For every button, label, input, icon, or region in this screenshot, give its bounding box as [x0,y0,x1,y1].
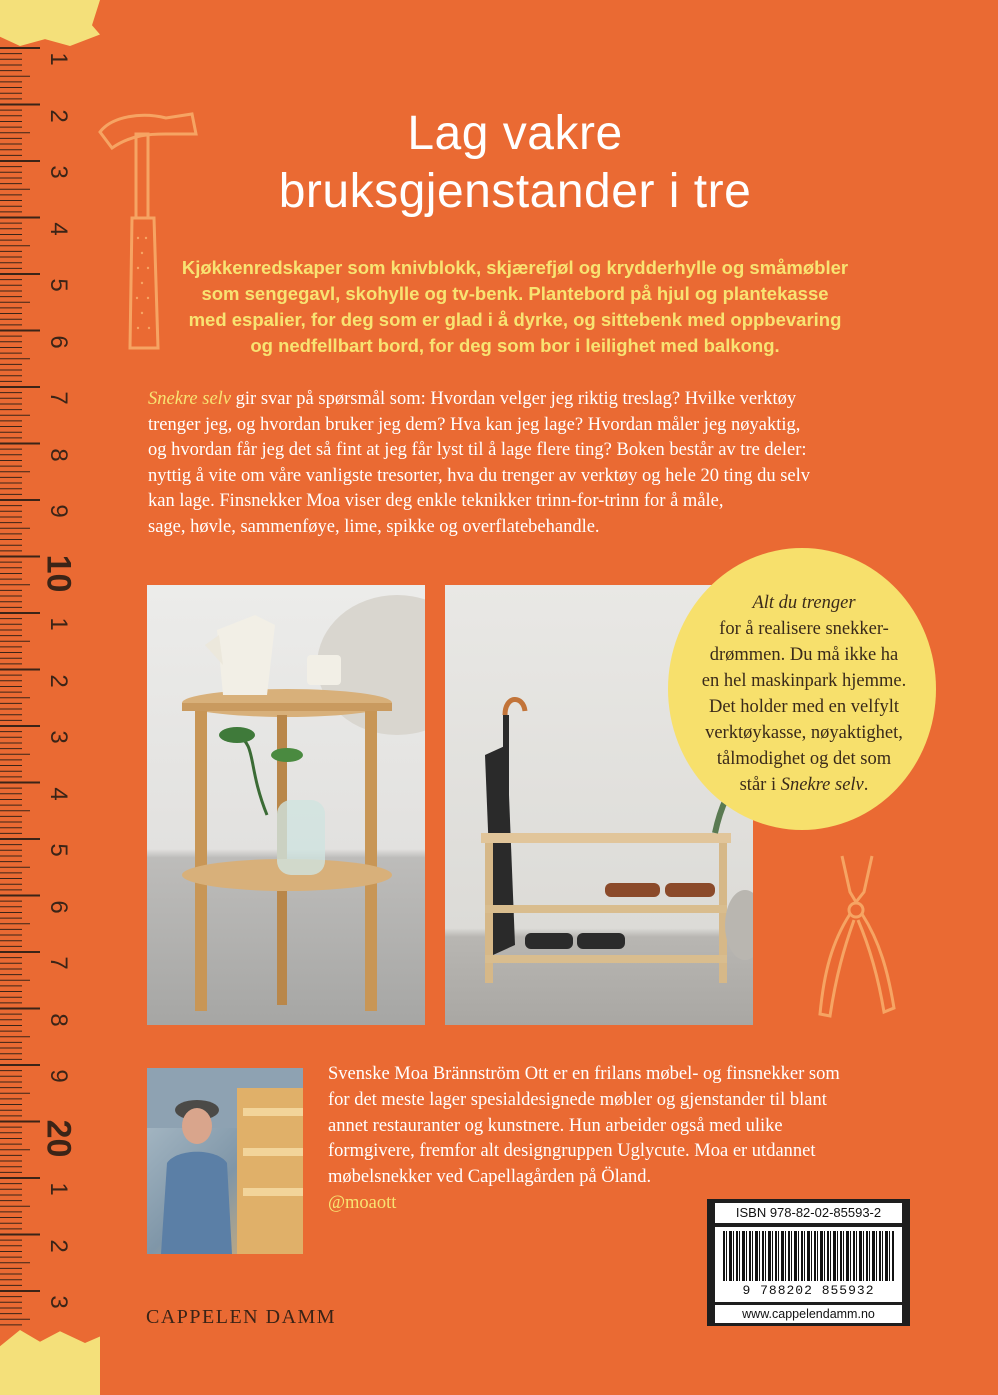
bio-line-4: formgivere, fremfor alt designgruppen Uglycute. Moa er utdannet [328,1141,816,1162]
badge-book-title: Snekre selv [780,775,864,795]
ruler-label: 2 [45,673,72,688]
author-photo [147,1068,303,1254]
barcode-block [707,1199,910,1326]
badge-text [690,590,918,798]
intro-line-1: Kjøkkenredskaper som knivblokk, skjærefjøl og krydderhylle og småmøbler [181,257,849,278]
description-paragraph [148,387,878,541]
barcode-bars [723,1231,895,1281]
body-line-2: trenger jeg, og hvordan bruker jeg dem? Hva kan jeg lage? Hvordan måler jeg nøyaktig, [148,414,801,435]
ruler-label: 6 [45,899,72,914]
isbn-label: ISBN 978-82-02-85593-2 [715,1203,902,1223]
badge-line-8 [690,772,918,798]
badge-last-prefix: står i [739,775,781,795]
ruler-label: 2 [45,1238,72,1253]
barcode-digits: 9 788202 855932 [742,1283,875,1298]
body-line-1-rest: gir svar på spørsmål som: Hvordan velger jeg riktig treslag? Hvilke verktøy [231,389,797,409]
ruler-label: 3 [45,165,72,179]
book-title: Snekre selv [148,389,232,409]
bio-line-3: annet restauranter og kunstnere. Hun arbeider også med ulike [328,1115,783,1136]
author-handle[interactable]: @moaott [328,1192,397,1213]
ruler-label: 4 [45,221,72,236]
body-line-4: nyttig å vite om våre vanligste tresorter, hva du trenger av verktøy og hele 20 ting du selv [148,465,810,486]
ruler-label: 4 [45,786,72,801]
ruler-label: 7 [45,391,72,405]
ruler-label: 20 [39,1119,78,1157]
badge-line-4: en hel maskinpark hjemme. [701,671,907,691]
ruler-label: 1 [45,1182,72,1196]
ruler-label: 6 [45,334,72,349]
intro-line-2: som sengegavl, skohylle og tv-benk. Plantebord på hjul og plantekasse [201,283,829,304]
ruler-label: 7 [45,956,72,970]
barcode-area [715,1227,902,1302]
body-line-3: og hvordan får jeg det så fint at jeg får lyst til å lage flere ting? Boken består av tre deler: [148,440,807,461]
bio-line-1: Svenske Moa Brännström Ott er en frilans møbel- og finsnekker som [328,1064,840,1084]
badge-line-2: for å realisere snekker- [719,619,889,639]
side-table-photo [147,585,425,1025]
body-line-1 [148,387,878,413]
tape-bottom [0,1330,100,1395]
ruler-label: 1 [45,617,72,631]
ruler-label: 10 [39,554,78,592]
author-bio [328,1062,888,1217]
badge-line-3: drømmen. Du må ikke ha [709,645,899,665]
publisher-website[interactable]: www.cappelendamm.no [715,1305,902,1323]
title-line-1: Lag vakre [407,107,623,160]
ruler-label: 9 [45,504,72,518]
pliers-icon [812,852,902,1027]
ruler-label: 1 [45,52,72,66]
intro-paragraph [150,255,880,359]
badge-line-6: verktøykasse, nøyaktighet, [705,723,903,743]
badge-last-suffix: . [863,775,869,795]
ruler-label: 9 [45,1069,72,1083]
ruler-label: 8 [45,447,72,462]
cover-title [150,105,880,221]
badge-line-5: Det holder med en velfylt [708,697,900,717]
publisher-logo: CAPPELEN DAMM [146,1306,337,1328]
badge-line-7: tålmodighet og det som [716,749,892,769]
ruler-label: 3 [45,1295,72,1309]
ruler-label: 3 [45,730,72,744]
ruler-label: 2 [45,108,72,123]
intro-line-4: og nedfellbart bord, for deg som bor i leilighet med balkong. [250,335,780,356]
ruler-label: 8 [45,1012,72,1027]
intro-line-3: med espalier, for deg som er glad i å dyrke, og sittebenk med oppbevaring [188,309,842,330]
bio-line-2: for det meste lager spesialdesignede møbler og gjenstander til blant [328,1089,827,1110]
body-line-6: sage, høvle, sammenføye, lime, spikke og overflatebehandle. [148,516,600,537]
body-line-5: kan lage. Finsnekker Moa viser deg enkle teknikker trinn-for-trinn for å måle, [148,491,724,512]
bio-line-5: møbelsnekker ved Capellagården på Öland. [328,1167,652,1188]
ruler-label: 5 [45,843,72,857]
badge-line-1: Alt du trenger [752,593,856,613]
ruler-label: 5 [45,278,72,292]
title-line-2: bruksgjenstander i tre [278,165,752,218]
